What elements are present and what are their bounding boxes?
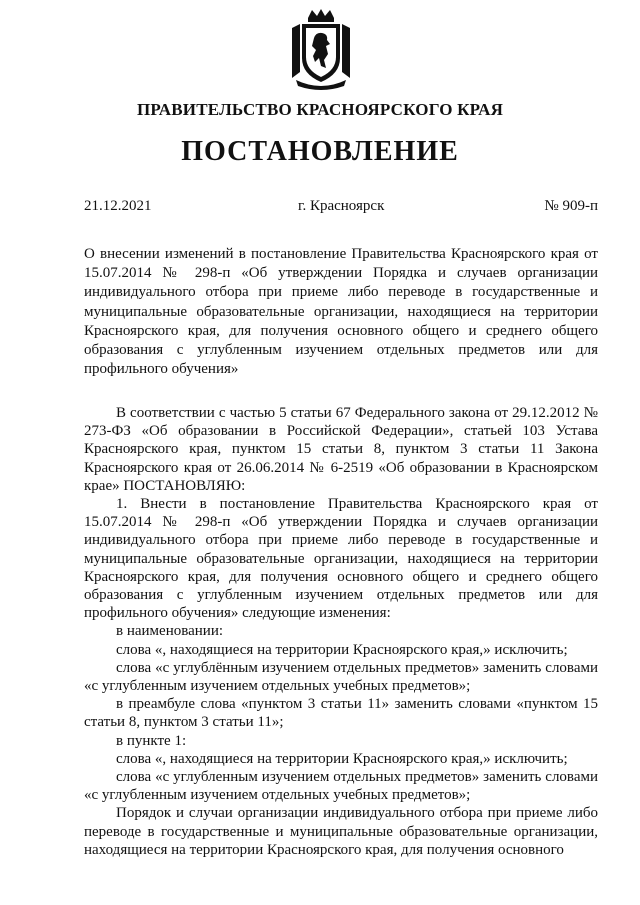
government-title: ПРАВИТЕЛЬСТВО КРАСНОЯРСКОГО КРАЯ	[136, 100, 504, 119]
document-number: № 909-п	[544, 198, 598, 214]
body-paragraph: слова «с углублённым изучением отдельных предметов» заменить словами «с углубленным изучением отдельных учебных предметов»;	[84, 659, 598, 695]
document-body	[84, 404, 598, 859]
document-type-heading: ПОСТАНОВЛЕНИЕ	[181, 136, 459, 167]
document-date: 21.12.2021	[84, 198, 152, 214]
body-paragraph: в наименовании:	[116, 623, 224, 640]
body-paragraph: в пункте 1:	[116, 732, 187, 749]
body-paragraph: слова «с углубленным изучением отдельных предметов» заменить словами «с углубленным изучением отдельных учебных предметов»;	[84, 769, 598, 804]
body-paragraph: В соответствии с частью 5 статьи 67 Федерального закона от 29.12.2012 № 273-ФЗ «Об образовании в Российской Федерации», статьей 103 Устава Красноярского края, пунктом 15 статьи 8, пунктом 3 статьи 11 Закона Красноярского края от 26.06.2014 № 6-2519 «Об образовании в Красноярском крае» ПОСТАНОВЛЯЮ:	[84, 405, 598, 494]
document-meta	[84, 198, 598, 220]
body-paragraph: в преамбуле слова «пунктом 3 статьи 11» заменить словами «пунктом 15 статьи 8, пунктом 3 статьи 11»;	[84, 696, 598, 731]
body-paragraph: слова «, находящиеся на территории Красноярского края,» исключить;	[116, 750, 568, 767]
body-paragraph: Порядок и случаи организации индивидуального отбора при приеме либо переводе в государственные и муниципальные образовательные организации, находящиеся на территории Красноярского края, для получения основного	[84, 805, 598, 858]
krasnoyarsk-coat-of-arms-icon	[286, 8, 356, 90]
document-subject: О внесении изменений в постановление Правительства Красноярского края от 15.07.2014 № 298-п «Об утверждении Порядка и случаев организации индивидуального отбора при приеме либо переводе в государственные и муниципальные образовательные организации, находящиеся на территории Красноярского края, для получения основного общего и среднего общего образования с углубленным изучением отдельных предметов или для профильного обучения»	[84, 246, 598, 378]
body-paragraph: слова «, находящиеся на территории Красноярского края,» исключить;	[116, 641, 568, 658]
document-city: г. Красноярск	[298, 198, 385, 214]
body-paragraph: 1. Внести в постановление Правительства Красноярского края от 15.07.2014 № 298-п «Об утверждении Порядка и случаев организации индивидуального отбора при приеме либо переводе в государственные и муниципальные образовательные организации, находящиеся на территории Красноярского края, для получения основного общего и среднего общего образования с углубленным изучением отдельных предметов или для профильного обучения» следующие изменения:	[84, 496, 598, 622]
